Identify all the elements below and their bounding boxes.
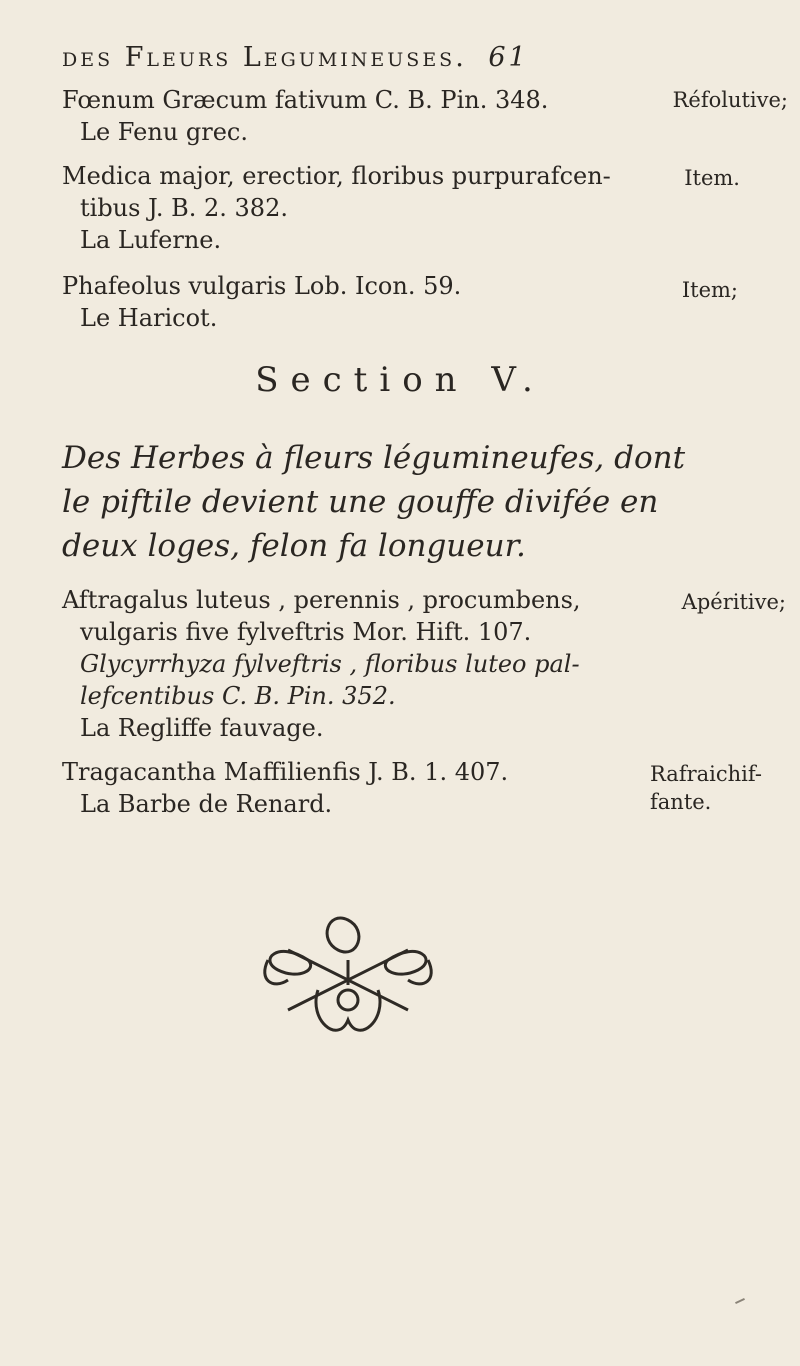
margin-note: Apéritive; [681, 590, 786, 614]
entry-line: tibus J. B. 2. 382. [80, 194, 288, 222]
entry-line: Phafeolus vulgaris Lob. Icon. 59. [62, 272, 462, 300]
entry-astragalus [62, 584, 622, 744]
entry-line: Le Fenu grec. [80, 118, 248, 146]
entry-line: Le Haricot. [80, 304, 218, 332]
entry-phaseolus [62, 270, 602, 334]
subtitle-line: Des Herbes à fleurs légumineufes, dont [62, 440, 686, 476]
entry-line: La Luferne. [80, 226, 222, 254]
margin-note: Item. [684, 166, 740, 190]
running-head [62, 42, 742, 73]
margin-note: Item; [681, 278, 738, 302]
page-number: 61 [488, 42, 529, 73]
entry-line: vulgaris five fylveftris Mor. Hift. 107. [80, 618, 532, 646]
entry-foenum [62, 84, 602, 148]
entry-line: Tragacantha Maffilienfis J. B. 1. 407. [62, 758, 509, 786]
stray-mark [735, 1298, 745, 1304]
running-head-title: des Fleurs Legumineuses. [62, 42, 467, 73]
entry-line: Fœnum Græcum fativum C. B. Pin. 348. [62, 86, 549, 114]
entry-line: lefcentibus C. B. Pin. 352. [80, 682, 396, 710]
margin-note: Rafraichif- fante. [650, 762, 762, 814]
margin-note: Réfolutive; [672, 88, 788, 112]
entry-line: Aftragalus luteus , perennis , procumbens, [62, 586, 581, 614]
entry-line: Glycyrrhyza fylveftris , floribus luteo pal- [80, 650, 580, 678]
entry-medica [62, 160, 611, 256]
section-subtitle [62, 436, 742, 568]
entry-line: La Regliffe fauvage. [80, 714, 324, 742]
section-title: Section V. [255, 360, 545, 400]
subtitle-line: deux loges, felon fa longueur. [62, 528, 526, 564]
entry-tragacantha [62, 756, 602, 820]
entry-line: La Barbe de Renard. [80, 790, 333, 818]
subtitle-line: le piftile devient une gouffe divifée en [62, 484, 659, 520]
entry-line: Medica major, erectior, floribus purpurafcen- [62, 162, 611, 190]
fleuron-ornament-icon [248, 900, 448, 1050]
